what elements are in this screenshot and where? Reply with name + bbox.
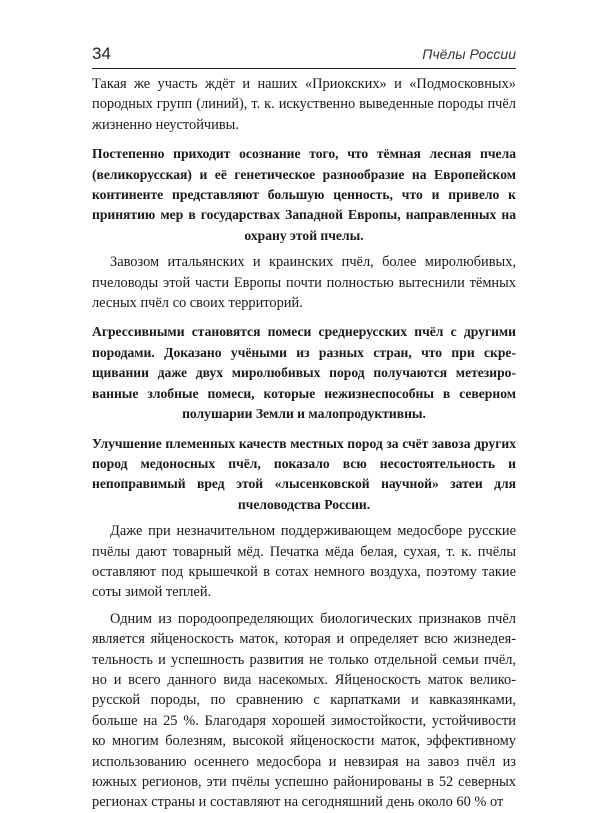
page-header [92,44,516,69]
paragraph-import-of-bees: Завозом итальянских и краинских пчёл, более миролюбивых, пчеловоды этой части Европы почти полностью вытеснили тёмных лесных пчёл со своих территорий. [92,254,516,312]
page-number: 34 [92,44,111,63]
running-title: Пчёлы России [422,46,516,62]
highlight-breeding-failure: Улучшение племенных качеств местных пород за счёт завоза других пород медоносных пчёл, показало всю несостоятельность и непоправимый вред этой «лысенковской научной» затеи для пчеловодства России. [92,435,516,512]
paragraph-queen-fertility: Одним из породоопределяющих биологических признаков пчёл является яйценоскость маток, которая и определяет всю жизнедеятельность и успешность развития не только отдельной семьи пчёл, но и всего данного вида насекомых. Яйценоскость маток великорусской породы, по сравнению с карпатками и кавказянками, больше на 25 %. Благодаря хорошей зимостойкости, устойчивости ко многим болезням, высокой яйценоскости маток, эффективному использованию осеннего медосбора и невзирая на завоз пчёл из южных регионов, эти пчёлы успешно районированы в 52 северных регионах страны и составляют на сегодняшний день около 60 % от [92,610,516,811]
highlight-aggressive-hybrids: Агрессивными становятся помеси среднерусских пчёл с другими породами. Доказано учёными из разных стран, что при скрещивании даже двух миролюбивых пород получаются метезированные злобные помеси, которые нежизнеспособны в северном полушарии Земли и малопродуктивны. [92,324,516,422]
page-body [92,74,516,813]
highlight-dark-forest-bee: Постепенно приходит осознание того, что тёмная лесная пчела (великорусская) и её генетическое разнообразие на Европейском континенте представляют большую ценность, что и привело к принятию мер в государствах Западной Европы, направленных на охрану этой пчелы. [92,146,516,243]
paragraph-honey-yield: Даже при незначительном поддерживающем медосборе русские пчёлы дают товарный мёд. Печатка мёда белая, сухая, т. к. пчёлы оставляют под крышечкой в сотах немного воздуха, поэтому такие соты зимой теплей. [92,523,516,601]
paragraph-fate-of-breeds: Такая же участь ждёт и наших «Приокских» и «Подмосковных» породных групп (линий), т. к. искуственно выведенные породы пчёл жизненно неустойчивы. [92,76,516,133]
